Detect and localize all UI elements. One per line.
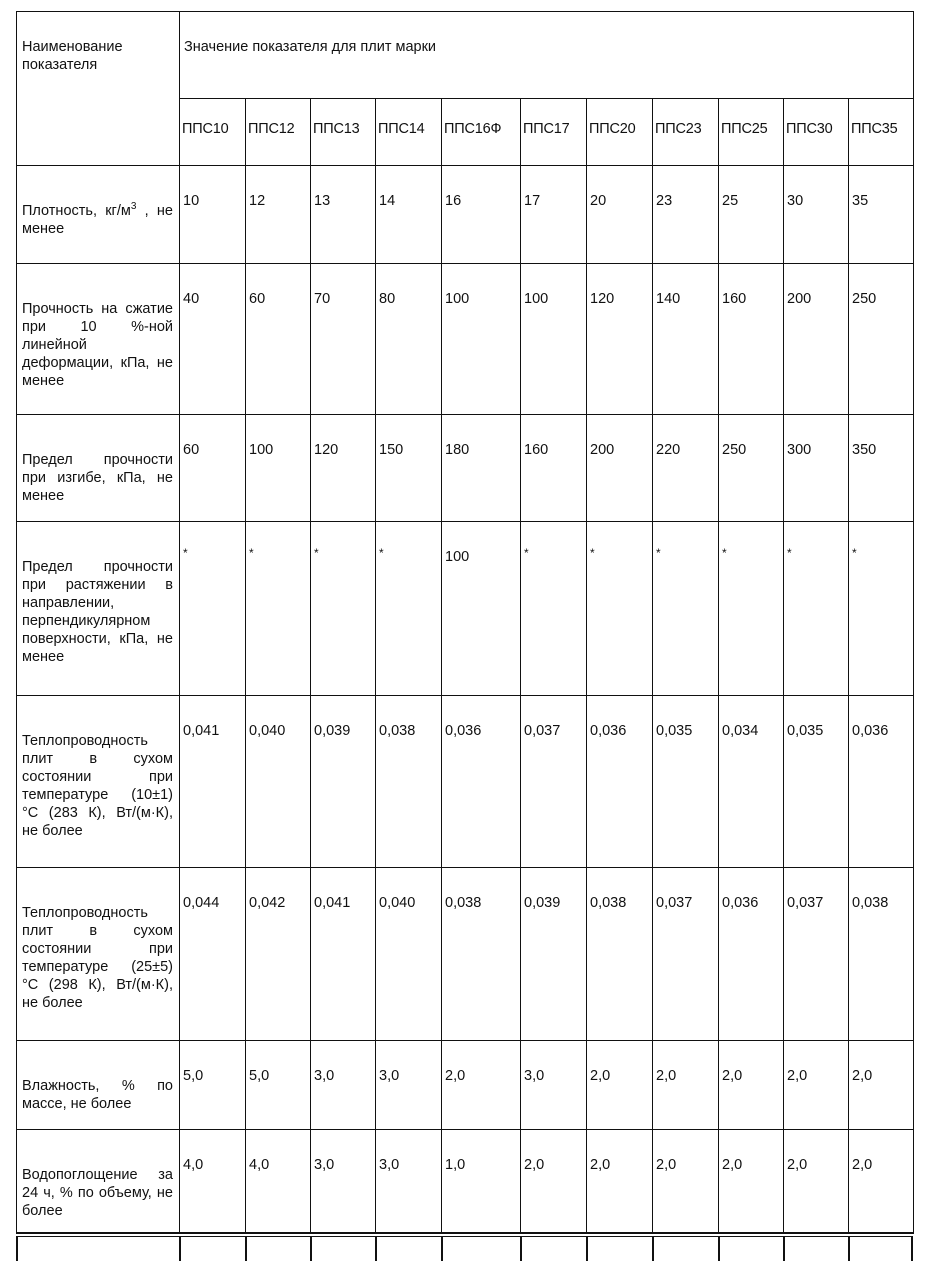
property-label-cell: Влажность, % по массе, не более (17, 1041, 180, 1130)
value-cell: 35 (849, 166, 914, 264)
value-cell: 0,038 (587, 868, 653, 1041)
value-cell: 3,0 (376, 1041, 442, 1130)
property-label-cell (17, 166, 180, 264)
value-cell: 3,0 (376, 1130, 442, 1234)
asterisk-mark: * (852, 546, 857, 560)
grade-header-cell: ППС17 (521, 99, 587, 166)
property-label-suffix: , не менее (22, 203, 173, 237)
value-cell: 0,036 (849, 696, 914, 868)
value-cell: 2,0 (849, 1041, 914, 1130)
value-cell: 0,037 (653, 868, 719, 1041)
value-cell (784, 522, 849, 696)
value-cell: 4,0 (246, 1130, 311, 1234)
value-cell: 5,0 (246, 1041, 311, 1130)
value-cell: 250 (719, 415, 784, 522)
value-cell: 0,036 (442, 696, 521, 868)
continuation-column-line (179, 1237, 181, 1261)
value-cell: 200 (587, 415, 653, 522)
value-cell: 100 (521, 264, 587, 415)
value-cell: 2,0 (719, 1041, 784, 1130)
grade-header-cell: ППС16Ф (442, 99, 521, 166)
grade-header-cell: ППС10 (180, 99, 246, 166)
value-cell: 160 (521, 415, 587, 522)
value-cell (376, 522, 442, 696)
asterisk-mark: * (249, 546, 254, 560)
value-cell: 3,0 (311, 1041, 376, 1130)
value-cell: 4,0 (180, 1130, 246, 1234)
value-cell: 0,040 (376, 868, 442, 1041)
asterisk-mark: * (379, 546, 384, 560)
grade-header-cell: ППС30 (784, 99, 849, 166)
value-cell: 10 (180, 166, 246, 264)
value-cell: 0,038 (849, 868, 914, 1041)
value-cell: 350 (849, 415, 914, 522)
value-cell: 20 (587, 166, 653, 264)
value-cell: 40 (180, 264, 246, 415)
property-label-cell: Теплопроводность плит в сухом состоянии при температуре (10±1) °С (283 К), Вт/(м·К), не более (17, 696, 180, 868)
value-cell: 0,036 (587, 696, 653, 868)
value-cell: 5,0 (180, 1041, 246, 1130)
asterisk-mark: * (314, 546, 319, 560)
table-row (17, 264, 914, 415)
asterisk-mark: * (183, 546, 188, 560)
value-cell: 3,0 (311, 1130, 376, 1234)
asterisk-mark: * (524, 546, 529, 560)
value-cell: 0,038 (442, 868, 521, 1041)
value-cell (246, 522, 311, 696)
header-row-group (17, 12, 914, 99)
specification-page (16, 11, 914, 1234)
value-cell: 100 (246, 415, 311, 522)
grade-header-cell: ППС12 (246, 99, 311, 166)
grade-header-cell: ППС25 (719, 99, 784, 166)
continuation-column-line (375, 1237, 377, 1261)
value-cell: 100 (442, 264, 521, 415)
value-cell: 2,0 (784, 1130, 849, 1234)
value-cell: 120 (311, 415, 376, 522)
value-cell: 100 (442, 522, 521, 696)
value-cell: 60 (246, 264, 311, 415)
property-label-cell: Предел прочности при растяжении в направлении, перпендикулярном поверхности, кПа, не менее (17, 522, 180, 696)
property-label-text: Плотность, кг/м (22, 203, 131, 219)
property-label-cell: Водопоглощение за 24 ч, % по объему, не более (17, 1130, 180, 1234)
continuation-column-line (586, 1237, 588, 1261)
value-cell: 180 (442, 415, 521, 522)
value-cell (719, 522, 784, 696)
continuation-column-line (848, 1237, 850, 1261)
value-cell: 0,037 (521, 696, 587, 868)
value-cell: 2,0 (587, 1130, 653, 1234)
table-row (17, 868, 914, 1041)
table-row (17, 1041, 914, 1130)
table-row (17, 415, 914, 522)
value-cell: 12 (246, 166, 311, 264)
value-cell: 2,0 (653, 1130, 719, 1234)
header-name-cell: Наименование показателя (17, 12, 180, 166)
value-cell: 300 (784, 415, 849, 522)
value-cell: 250 (849, 264, 914, 415)
value-cell: 14 (376, 166, 442, 264)
value-cell: 0,035 (653, 696, 719, 868)
grade-header-cell: ППС13 (311, 99, 376, 166)
value-cell: 140 (653, 264, 719, 415)
value-cell: 0,037 (784, 868, 849, 1041)
property-label-cell: Предел прочности при изгибе, кПа, не менее (17, 415, 180, 522)
value-cell: 0,035 (784, 696, 849, 868)
property-label-cell: Теплопроводность плит в сухом состоянии при температуре (25±5) °С (298 К), Вт/(м·К), не более (17, 868, 180, 1041)
table-row (17, 696, 914, 868)
value-cell: 1,0 (442, 1130, 521, 1234)
value-cell: 17 (521, 166, 587, 264)
value-cell: 2,0 (784, 1041, 849, 1130)
value-cell (521, 522, 587, 696)
value-cell (849, 522, 914, 696)
value-cell: 60 (180, 415, 246, 522)
continuation-column-line (911, 1237, 913, 1261)
value-cell: 120 (587, 264, 653, 415)
value-cell: 0,040 (246, 696, 311, 868)
grade-header-cell: ППС20 (587, 99, 653, 166)
value-cell: 0,042 (246, 868, 311, 1041)
value-cell (180, 522, 246, 696)
value-cell: 80 (376, 264, 442, 415)
value-cell: 13 (311, 166, 376, 264)
continuation-column-line (652, 1237, 654, 1261)
value-cell: 200 (784, 264, 849, 415)
continuation-column-line (310, 1237, 312, 1261)
value-cell: 70 (311, 264, 376, 415)
value-cell: 150 (376, 415, 442, 522)
value-cell: 25 (719, 166, 784, 264)
asterisk-mark: * (722, 546, 727, 560)
asterisk-mark: * (787, 546, 792, 560)
value-cell: 30 (784, 166, 849, 264)
value-cell: 0,041 (311, 868, 376, 1041)
value-cell: 23 (653, 166, 719, 264)
value-cell: 0,039 (521, 868, 587, 1041)
table-row (17, 1130, 914, 1234)
value-cell: 0,039 (311, 696, 376, 868)
table-row (17, 166, 914, 264)
value-cell: 220 (653, 415, 719, 522)
asterisk-mark: * (656, 546, 661, 560)
continuation-column-line (718, 1237, 720, 1261)
value-cell: 3,0 (521, 1041, 587, 1130)
value-cell: 16 (442, 166, 521, 264)
properties-table (16, 11, 914, 1234)
value-cell: 2,0 (849, 1130, 914, 1234)
value-cell: 0,044 (180, 868, 246, 1041)
continuation-column-line (245, 1237, 247, 1261)
grade-header-cell: ППС14 (376, 99, 442, 166)
value-cell: 2,0 (653, 1041, 719, 1130)
table-row (17, 522, 914, 696)
value-cell: 0,036 (719, 868, 784, 1041)
property-label-cell: Прочность на сжатие при 10 %-ной линейной деформации, кПа, не менее (17, 264, 180, 415)
value-cell: 0,034 (719, 696, 784, 868)
value-cell: 0,041 (180, 696, 246, 868)
value-cell (653, 522, 719, 696)
grade-header-cell: ППС35 (849, 99, 914, 166)
value-cell: 160 (719, 264, 784, 415)
value-cell: 2,0 (521, 1130, 587, 1234)
table-continuation-lines (16, 1237, 913, 1261)
continuation-column-line (441, 1237, 443, 1261)
value-cell (311, 522, 376, 696)
continuation-column-line (520, 1237, 522, 1261)
header-group-cell: Значение показателя для плит марки (180, 12, 914, 99)
asterisk-mark: * (590, 546, 595, 560)
value-cell (587, 522, 653, 696)
continuation-column-line (783, 1237, 785, 1261)
value-cell: 2,0 (719, 1130, 784, 1234)
value-cell: 0,038 (376, 696, 442, 868)
value-cell: 2,0 (442, 1041, 521, 1130)
unit-superscript: 3 (130, 201, 137, 212)
value-cell: 2,0 (587, 1041, 653, 1130)
continuation-column-line (16, 1237, 18, 1261)
grade-header-cell: ППС23 (653, 99, 719, 166)
